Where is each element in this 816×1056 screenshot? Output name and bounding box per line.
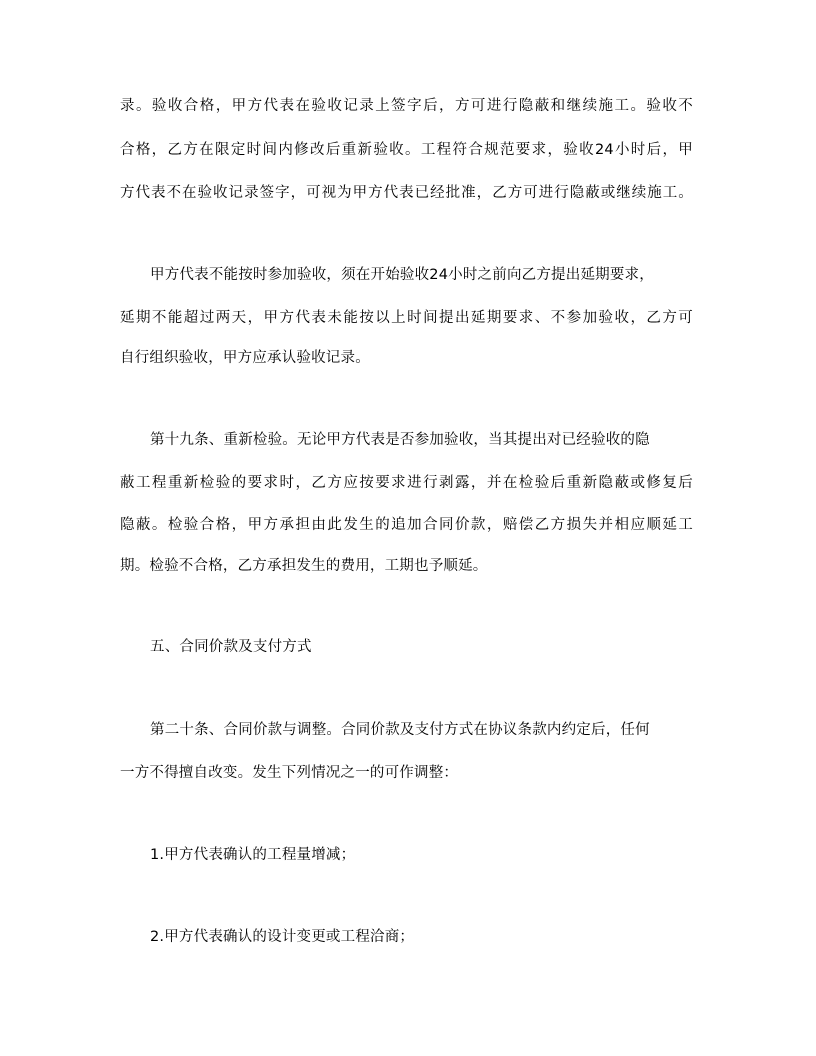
- text-line: 延期不能超过两天，甲方代表未能按以上时间提出延期要求、不参加验收，乙方可: [120, 310, 693, 326]
- text-line: 隐蔽。检验合格，甲方承担由此发生的追加合同价款，赔偿乙方损失并相应顺延工: [120, 517, 693, 533]
- text-line: 甲方代表不能按时参加验收，须在开始验收24小时之前向乙方提出延期要求，: [150, 267, 654, 283]
- text-line: 期。检验不合格，乙方承担发生的费用，工期也予顺延。: [120, 558, 488, 574]
- section-heading: 五、合同价款及支付方式: [150, 639, 312, 655]
- text-line: 第二十条、合同价款与调整。合同价款及支付方式在协议条款内约定后，任何: [150, 722, 650, 738]
- text-line: 一方不得擅自改变。发生下列情况之一的可作调整：: [120, 765, 459, 781]
- text-line: 合格，乙方在限定时间内修改后重新验收。工程符合规范要求，验收24小时后，甲: [120, 142, 693, 158]
- text-line: 自行组织验收，甲方应承认验收记录。: [120, 350, 370, 366]
- text-line: 录。验收合格，甲方代表在验收记录上签字后，方可进行隐蔽和继续施工。验收不: [120, 98, 693, 114]
- text-line: 方代表不在验收记录签字，可视为甲方代表已经批准，乙方可进行隐蔽或继续施工。: [120, 185, 693, 201]
- text-line: 蔽工程重新检验的要求时，乙方应按要求进行剥露，并在检验后重新隐蔽或修复后: [120, 475, 693, 491]
- list-item: 2.甲方代表确认的设计变更或工程洽商；: [150, 929, 415, 945]
- text-line: 第十九条、重新检验。无论甲方代表是否参加验收，当其提出对已经验收的隐: [150, 432, 650, 448]
- list-item: 1.甲方代表确认的工程量增减；: [150, 847, 356, 863]
